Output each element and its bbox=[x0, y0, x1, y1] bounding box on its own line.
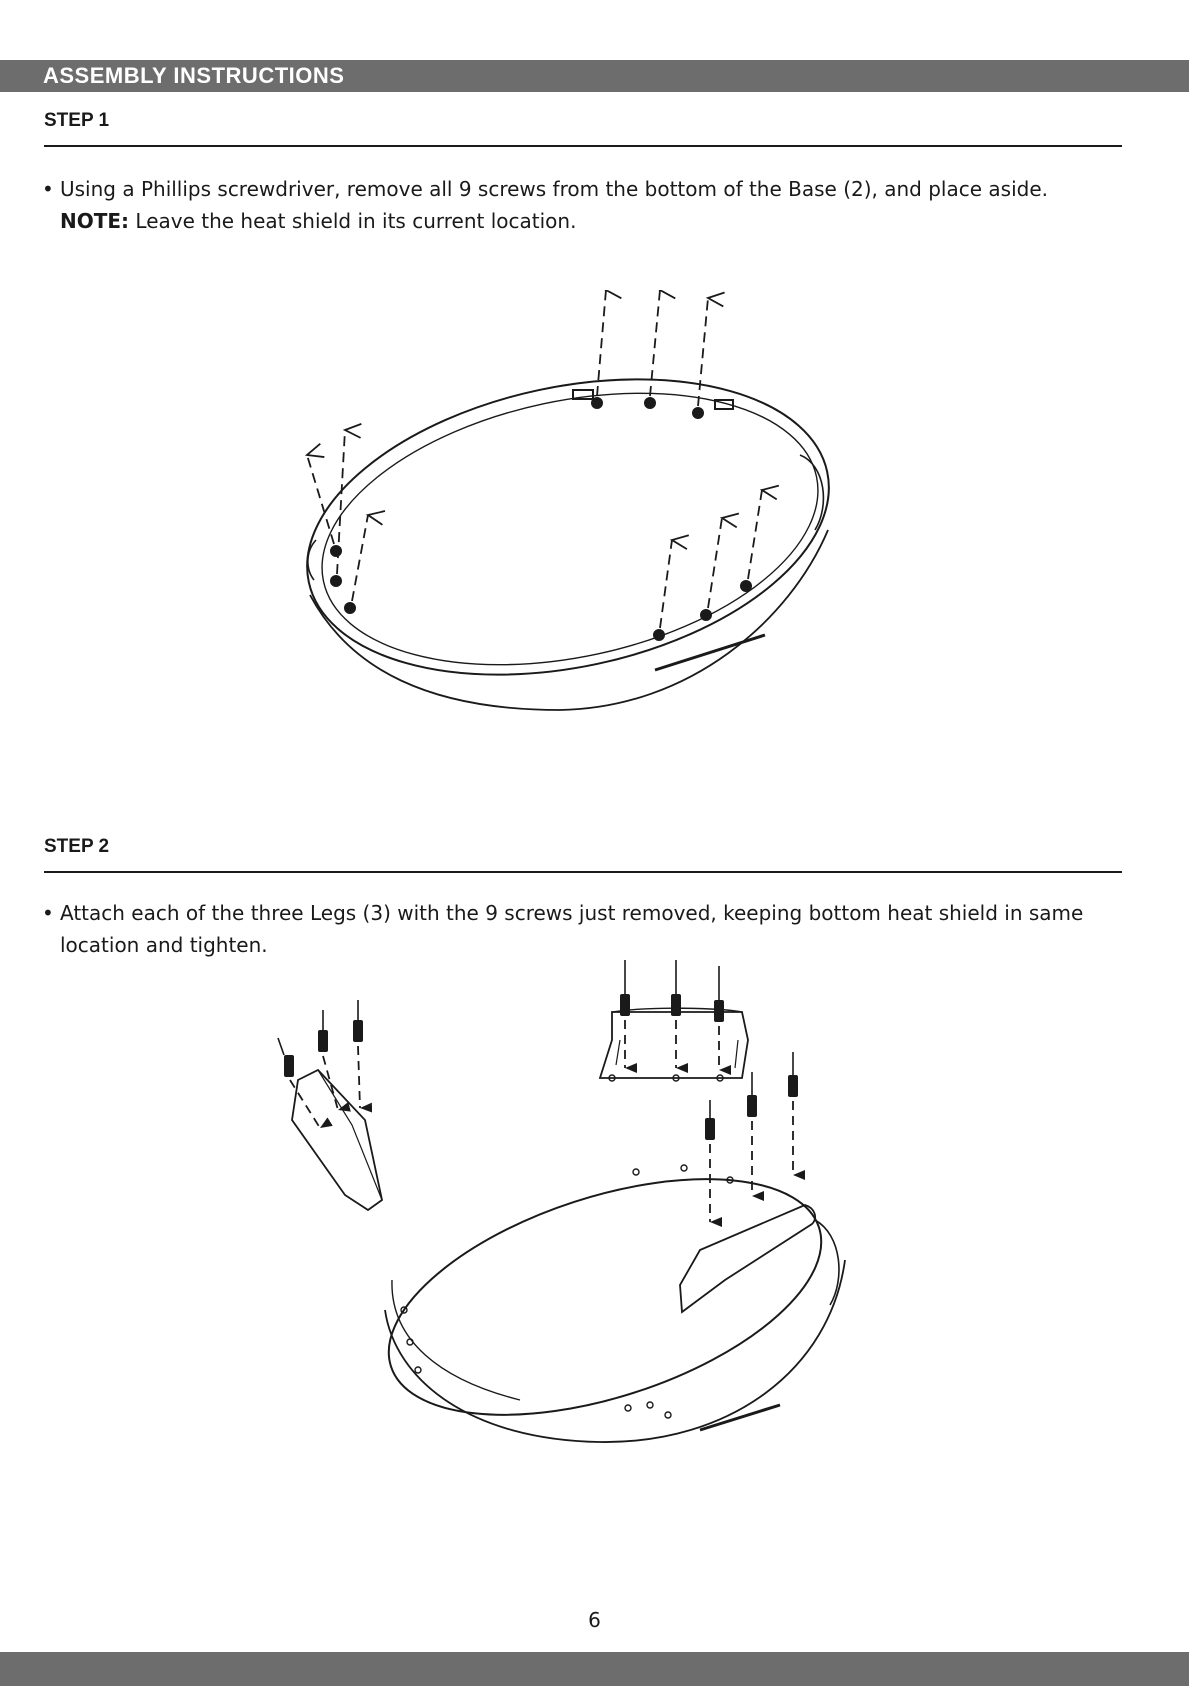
step2-text-line1: Attach each of the three Legs (3) with the 9 screws just removed, keeping bottom heat shield in same bbox=[60, 901, 1084, 925]
note-text: Leave the heat shield in its current location. bbox=[135, 209, 577, 233]
step2-divider bbox=[44, 871, 1122, 873]
step2-text-line2: location and tighten. bbox=[60, 933, 268, 957]
step1-instructions bbox=[42, 173, 1132, 237]
step1-divider bbox=[44, 145, 1122, 147]
section-title: ASSEMBLY INSTRUCTIONS bbox=[43, 63, 345, 88]
step2-instructions bbox=[42, 897, 1132, 961]
step1-label: STEP 1 bbox=[44, 110, 110, 131]
footer-bar bbox=[0, 1652, 1189, 1686]
bullet: • bbox=[42, 177, 54, 201]
page-number: 6 bbox=[588, 1608, 601, 1632]
step1-text: Using a Phillips screwdriver, remove all 9 screws from the bottom of the Base (2), and place aside. bbox=[60, 177, 1048, 201]
step2-label: STEP 2 bbox=[44, 836, 110, 857]
note-label: NOTE: bbox=[60, 209, 130, 233]
bullet: • bbox=[42, 901, 54, 925]
header-bar bbox=[0, 60, 1189, 92]
step1-base-illustration bbox=[0, 290, 1189, 750]
step2-legs-illustration bbox=[0, 960, 1189, 1500]
